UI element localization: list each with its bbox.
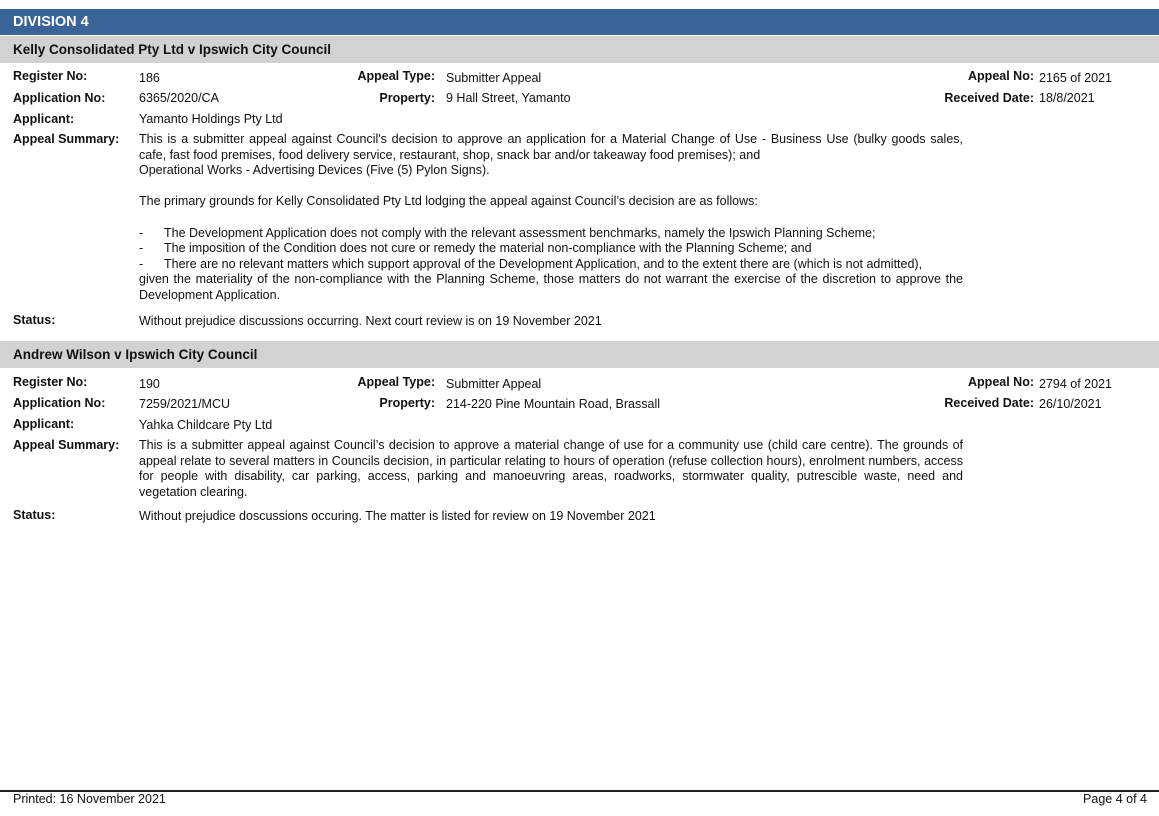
appeal-type-value: Submitter Appeal — [446, 71, 542, 85]
register-no-label: Register No: — [13, 69, 88, 83]
received-date-value: 26/10/2021 — [1039, 397, 1102, 411]
summary-paragraph: Operational Works - Advertising Devices (Five (5) Pylon Signs). — [139, 163, 490, 178]
division-header: DIVISION 4 — [0, 9, 1159, 35]
case-title: Kelly Consolidated Pty Ltd v Ipswich City Council — [0, 36, 1159, 63]
list-item — [139, 257, 963, 273]
received-date-label: Received Date: — [944, 396, 1034, 410]
appeal-no-label: Appeal No: — [968, 375, 1034, 389]
list-item — [139, 241, 963, 257]
bullet-dash: - — [139, 241, 144, 256]
application-no-label: Application No: — [13, 396, 106, 410]
application-no-value: 6365/2020/CA — [139, 91, 219, 105]
summary-paragraph: This is a submitter appeal against Council’s decision to approve a material change of use for a community use (child care centre). The grounds of appeal relate to several matters in Councils decision, in particular relating to hours of operation (refuse collection hours), enrolment numbers, access for people with disability, car parking, access, parking and manoeuvring areas, roadworks, stormwater quality, putrescible waste, need and vegetation clearing. — [139, 438, 963, 499]
appeal-no-value: 2165 of 2021 — [1039, 71, 1112, 85]
bullet-text: There are no relevant matters which support approval of the Development Application, and to the extent there are (which is not admitted), — [164, 256, 923, 271]
status-value: Without prejudice doscussions occuring. The matter is listed for review on 19 November 2021 — [139, 509, 656, 523]
bullet-continuation: given the materiality of the non-compliance with the Planning Scheme, those matters do not warrant the exercise of the discretion to approve the Development Application. — [139, 272, 963, 302]
appeal-type-label: Appeal Type: — [357, 375, 435, 389]
application-no-value: 7259/2021/MCU — [139, 397, 231, 411]
case-title: Andrew Wilson v Ipswich City Council — [0, 341, 1159, 368]
summary-paragraph: The primary grounds for Kelly Consolidated Pty Ltd lodging the appeal against Council’s decision are as follows: — [139, 194, 758, 209]
property-value: 214-220 Pine Mountain Road, Brassall — [446, 397, 661, 411]
applicant-value: Yahka Childcare Pty Ltd — [139, 418, 273, 432]
bullet-dash: - — [139, 256, 144, 271]
footer-divider — [0, 790, 1159, 792]
register-no-value: 186 — [139, 71, 160, 85]
applicant-label: Applicant: — [13, 112, 75, 126]
property-label: Property: — [379, 396, 435, 410]
bullet-dash: - — [139, 225, 144, 240]
appeal-summary — [139, 438, 963, 500]
register-no-value: 190 — [139, 377, 160, 391]
applicant-label: Applicant: — [13, 417, 75, 431]
appeal-summary-label: Appeal Summary: — [13, 438, 120, 452]
status-value: Without prejudice discussions occurring. Next court review is on 19 November 2021 — [139, 314, 602, 328]
appeal-type-label: Appeal Type: — [357, 69, 435, 83]
appeal-summary — [139, 132, 963, 304]
appeal-type-value: Submitter Appeal — [446, 377, 542, 391]
bullet-text: The imposition of the Condition does not cure or remedy the material non-compliance with the Planning Scheme; and — [164, 241, 812, 256]
bullet-text: The Development Application does not comply with the relevant assessment benchmarks, namely the Ipswich Planning Scheme; — [164, 225, 876, 240]
page-number: Page 4 of 4 — [1083, 792, 1147, 806]
received-date-value: 18/8/2021 — [1039, 91, 1095, 105]
appeal-no-value: 2794 of 2021 — [1039, 377, 1112, 391]
applicant-value: Yamanto Holdings Pty Ltd — [139, 112, 283, 126]
printed-date: Printed: 16 November 2021 — [13, 792, 166, 806]
status-label: Status: — [13, 508, 56, 522]
received-date-label: Received Date: — [944, 91, 1034, 105]
list-item — [139, 226, 963, 242]
application-no-label: Application No: — [13, 91, 106, 105]
property-value: 9 Hall Street, Yamanto — [446, 91, 571, 105]
appeal-summary-label: Appeal Summary: — [13, 132, 120, 146]
appeal-no-label: Appeal No: — [968, 69, 1034, 83]
property-label: Property: — [379, 91, 435, 105]
status-label: Status: — [13, 313, 56, 327]
register-no-label: Register No: — [13, 375, 88, 389]
summary-paragraph: This is a submitter appeal against Council's decision to approve an application for a Material Change of Use - Business Use (bulky goods sales, cafe, fast food premises, food delivery service, restaurant, shop, snack bar and/or takeaway food premises); and — [139, 132, 963, 162]
